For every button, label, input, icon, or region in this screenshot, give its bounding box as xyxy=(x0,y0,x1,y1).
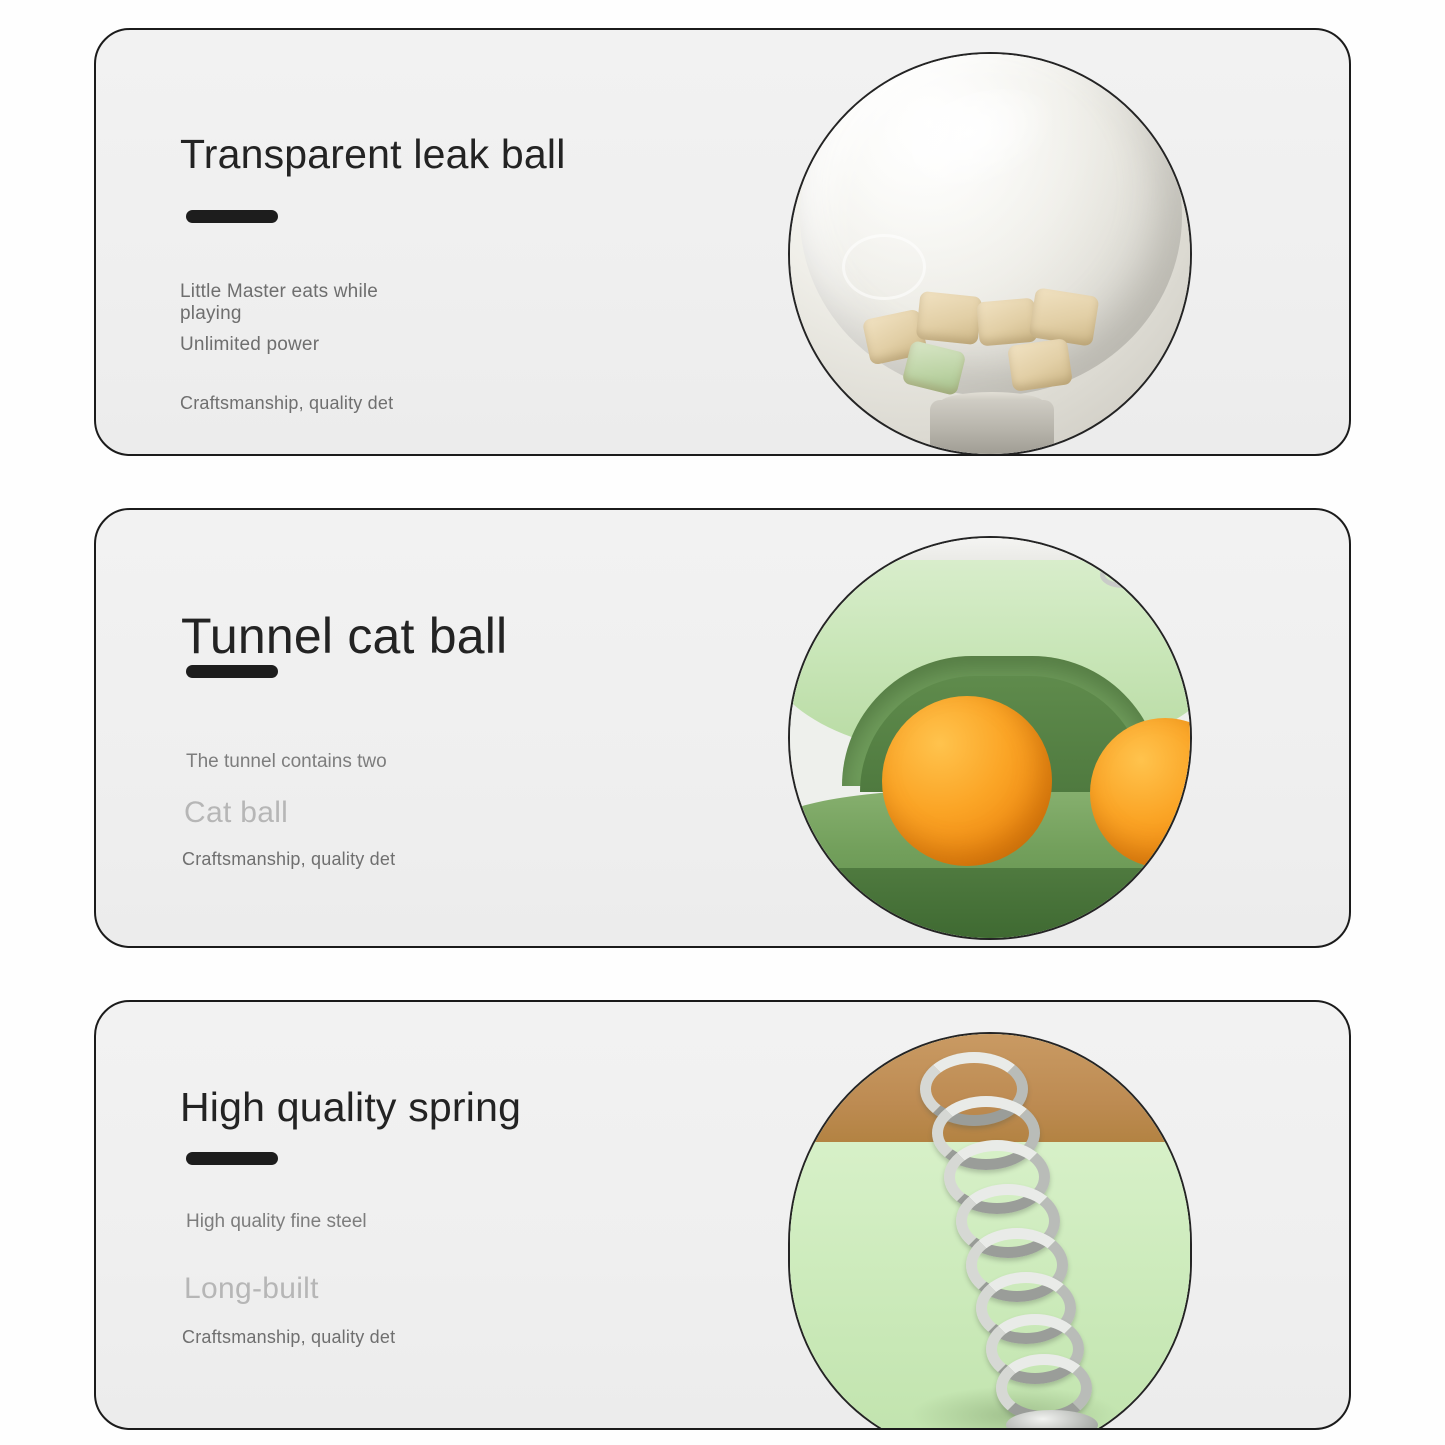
high-quality-spring-photo xyxy=(788,1032,1192,1430)
card-footer-note: Craftsmanship, quality det xyxy=(182,849,396,869)
card-subtext-secondary: Long-built xyxy=(184,1272,319,1305)
transparent-leak-ball-photo xyxy=(788,52,1192,456)
card-subtext-secondary: Cat ball xyxy=(184,796,289,829)
feature-card-high-quality-spring xyxy=(94,1000,1351,1430)
card-footer-note: Craftsmanship, quality det xyxy=(180,393,394,413)
card-footer-note: Craftsmanship, quality det xyxy=(182,1327,396,1347)
card-title: Transparent leak ball xyxy=(180,131,566,178)
card-subtext-secondary: Unlimited power xyxy=(180,334,320,355)
card-title: Tunnel cat ball xyxy=(181,607,508,664)
card-title: High quality spring xyxy=(180,1084,522,1131)
title-underline-dash xyxy=(186,210,278,223)
tunnel-cat-ball-photo xyxy=(788,536,1192,940)
card-subtext-primary: The tunnel contains two xyxy=(186,751,387,772)
card-subtext-primary: High quality fine steel xyxy=(186,1211,367,1232)
feature-card-tunnel-cat-ball xyxy=(94,508,1351,948)
title-underline-dash xyxy=(186,1152,278,1165)
title-underline-dash xyxy=(186,665,278,678)
card-subtext-primary: Little Master eats while playing xyxy=(180,281,379,324)
feature-card-transparent-leak-ball xyxy=(94,28,1351,456)
